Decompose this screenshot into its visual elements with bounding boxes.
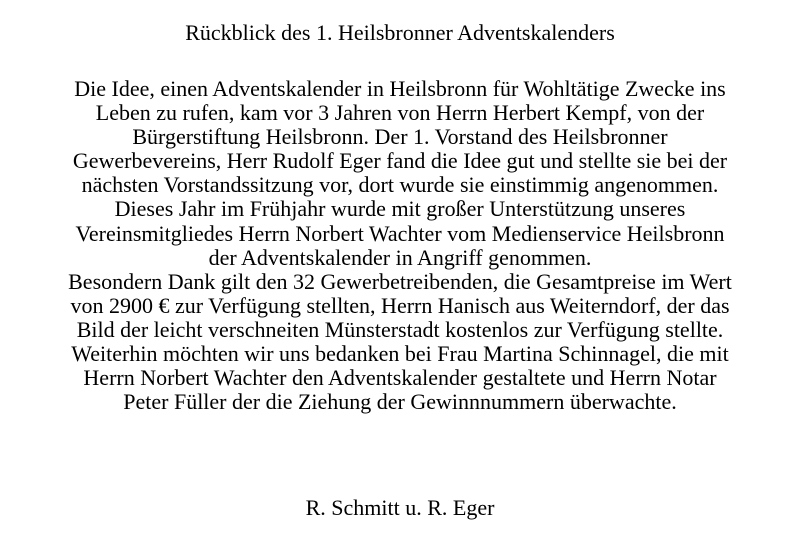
body-line: nächsten Vorstandssitzung vor, dort wurde sie einstimmig angenommen. — [81, 172, 719, 198]
body-line: Dieses Jahr im Frühjahr wurde mit großer Unterstützung unseres — [114, 196, 686, 222]
body-line: Vereinsmitgliedes Herrn Norbert Wachter vom Medienservice Heilsbronn — [75, 220, 725, 246]
body-line: Gewerbevereins, Herr Rudolf Eger fand die Idee gut und stellte sie bei der — [72, 148, 728, 174]
body-line: von 2900 € zur Verfügung stellten, Herrn Hanisch aus Weiterndorf, der das — [70, 292, 730, 318]
body-line: Besondern Dank gilt den 32 Gewerbetreibenden, die Gesamtpreise im Wert — [68, 268, 732, 294]
document-body — [0, 77, 800, 414]
body-line: Peter Füller der die Ziehung der Gewinnnummern überwachte. — [123, 389, 677, 415]
body-line: Die Idee, einen Adventskalender in Heilsbronn für Wohltätige Zwecke ins — [74, 76, 726, 101]
document-signature: R. Schmitt u. R. Eger — [305, 495, 495, 520]
body-line: Bürgerstiftung Heilsbronn. Der 1. Vorstand des Heilsbronner — [132, 124, 668, 150]
body-line: Bild der leicht verschneiten Münsterstadt kostenlos zur Verfügung stellte. — [76, 316, 724, 342]
body-line: Herrn Norbert Wachter den Adventskalender gestaltete und Herrn Notar — [83, 365, 717, 391]
body-line: Leben zu rufen, kam vor 3 Jahren von Herrn Herbert Kempf, von der — [95, 100, 705, 126]
document-title: Rückblick des 1. Heilsbronner Adventskalenders — [185, 20, 615, 45]
body-line: der Adventskalender in Angriff genommen. — [208, 244, 592, 270]
body-line: Weiterhin möchten wir uns bedanken bei Frau Martina Schinnagel, die mit — [71, 341, 729, 367]
